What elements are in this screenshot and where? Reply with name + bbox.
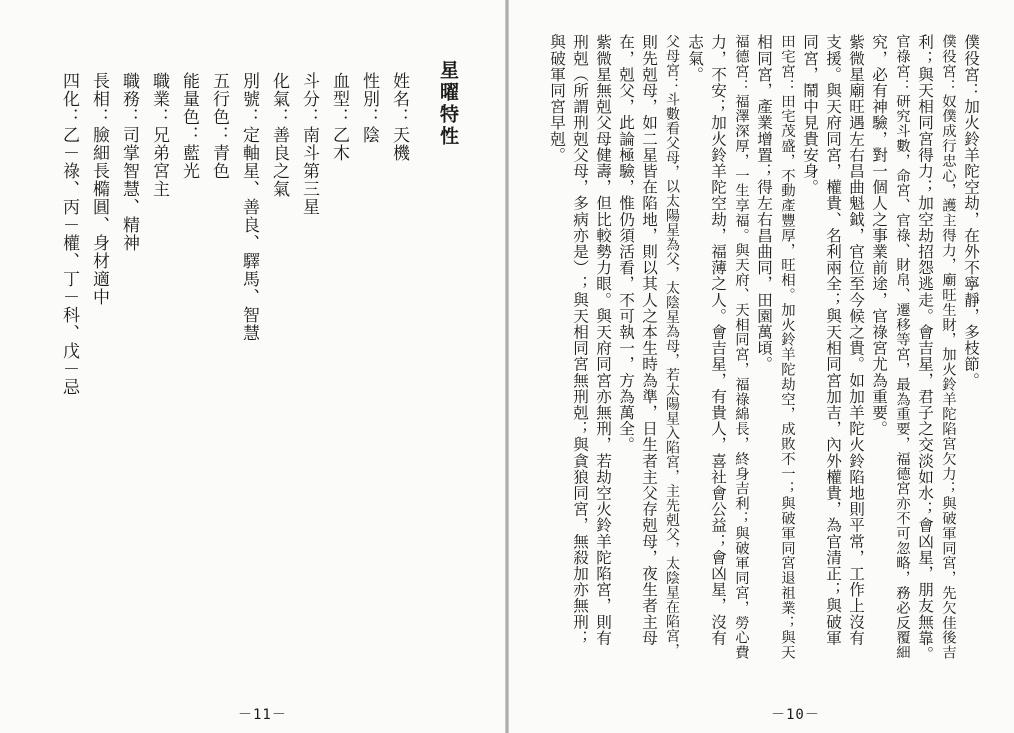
text-column: 利；與天相同宮得力；加空劫招怨逃走。會吉星，君子之交淡如水；會凶星，朋友無靠。 bbox=[916, 34, 934, 662]
text-column: 僕役宮：加火鈴羊陀空劫，在外不寧靜，多枝節。 bbox=[962, 34, 980, 389]
text-column: 田宅宮：田宅茂盛，不動產豐厚，旺相。加火鈴羊陀劫空，成敗不一；與破軍同宮退祖業；與天 bbox=[779, 34, 795, 660]
page-number: －10－ bbox=[771, 707, 820, 723]
text-column: 究，必有神驗，對一個人之事業前途，官祿宮尤為重要。 bbox=[870, 34, 888, 437]
text-column: 紫微星無剋父母健壽，但比較勢力眼。與天府同宮亦無刑，若劫空火鈴羊陀陷宮，則有 bbox=[594, 34, 612, 646]
attribute-dipper: 斗分：南斗第三星 bbox=[299, 72, 319, 216]
left-page bbox=[0, 0, 505, 733]
right-page bbox=[509, 0, 1014, 733]
text-column: 相同宮，產業增置；得左右昌曲同，田園萬頃。 bbox=[755, 34, 773, 373]
text-column: 同宮，鬧中見貴安身。 bbox=[801, 34, 819, 195]
text-column: 與破軍同宮早剋。 bbox=[548, 34, 566, 163]
text-column: 官祿宮：研究斗數，命宮、官祿、財帛、遷移等宮，最為重要，福德宮亦不可忽略，務必反覆細 bbox=[894, 34, 910, 660]
text-column: 僕役宮：奴僕成行忠心，護主得力，廟旺生財，加火鈴羊陀陷宮欠力；與破軍同宮，先欠佳後吉 bbox=[940, 34, 956, 660]
attribute-blood-type: 血型：乙木 bbox=[329, 72, 349, 162]
attribute-four-transformations: 四化：乙－祿、丙－權、丁－科、戊－忌 bbox=[59, 72, 79, 396]
attribute-occupation: 職業：兄弟宮主 bbox=[149, 72, 169, 198]
text-column: 支援。與天府同宮，權貴、名利兩全；與天相同宮加吉，內外權貴，為官清正；與破軍 bbox=[824, 34, 842, 646]
text-column: 力，不安；加火鈴羊陀空劫，福薄之人。會吉星，有貴人，喜社會公益；會凶星，沒有 bbox=[709, 34, 727, 646]
text-column: 福德宮：福澤深厚，一生享福。與天府、天相同宮，福祿綿長，終身吉利；與破軍同宮，勞心費 bbox=[733, 34, 749, 660]
attribute-energy-color: 能量色：藍光 bbox=[179, 72, 199, 180]
attribute-appearance: 長相：臉細長橢圓、身材適中 bbox=[89, 72, 109, 306]
text-column: 則先剋母，如二星皆在陷地，則以其人之本生時為準，日生者主父存剋母，夜生者主母 bbox=[640, 34, 658, 646]
attribute-element-color: 五行色：青色 bbox=[209, 72, 229, 180]
text-column: 紫微星廟旺遇左右昌曲魁鉞，官位至今候之貴。如加羊陀火鈴陷地則平常，工作上沒有 bbox=[847, 34, 865, 646]
section-title: 星曜特性 bbox=[437, 60, 459, 148]
text-column: 志氣。 bbox=[686, 34, 704, 83]
attribute-gender: 性別：陰 bbox=[359, 72, 379, 144]
text-column: 在，剋父，此論極驗，惟仍須活看，不可執一，方為萬全。 bbox=[617, 34, 635, 453]
text-column: 刑剋（所謂刑剋父母，多病亦是）；與天相同宮無刑剋；與貪狼同宮，無殺加亦無刑； bbox=[571, 34, 589, 646]
attribute-alias: 別號：定軸星、善良、驛馬、智慧 bbox=[239, 72, 259, 342]
page-number: －11－ bbox=[238, 707, 287, 723]
attribute-transform-qi: 化氣：善良之氣 bbox=[269, 72, 289, 198]
attribute-name: 姓名：天機 bbox=[389, 72, 409, 162]
attribute-duty: 職務：司掌智慧、精神 bbox=[119, 72, 139, 252]
text-column: 父母宮：斗數看父母，以太陽星為父，太陰星為母，若太陽星入陷宮，主先剋父，太陰星在陷宮， bbox=[664, 34, 680, 658]
